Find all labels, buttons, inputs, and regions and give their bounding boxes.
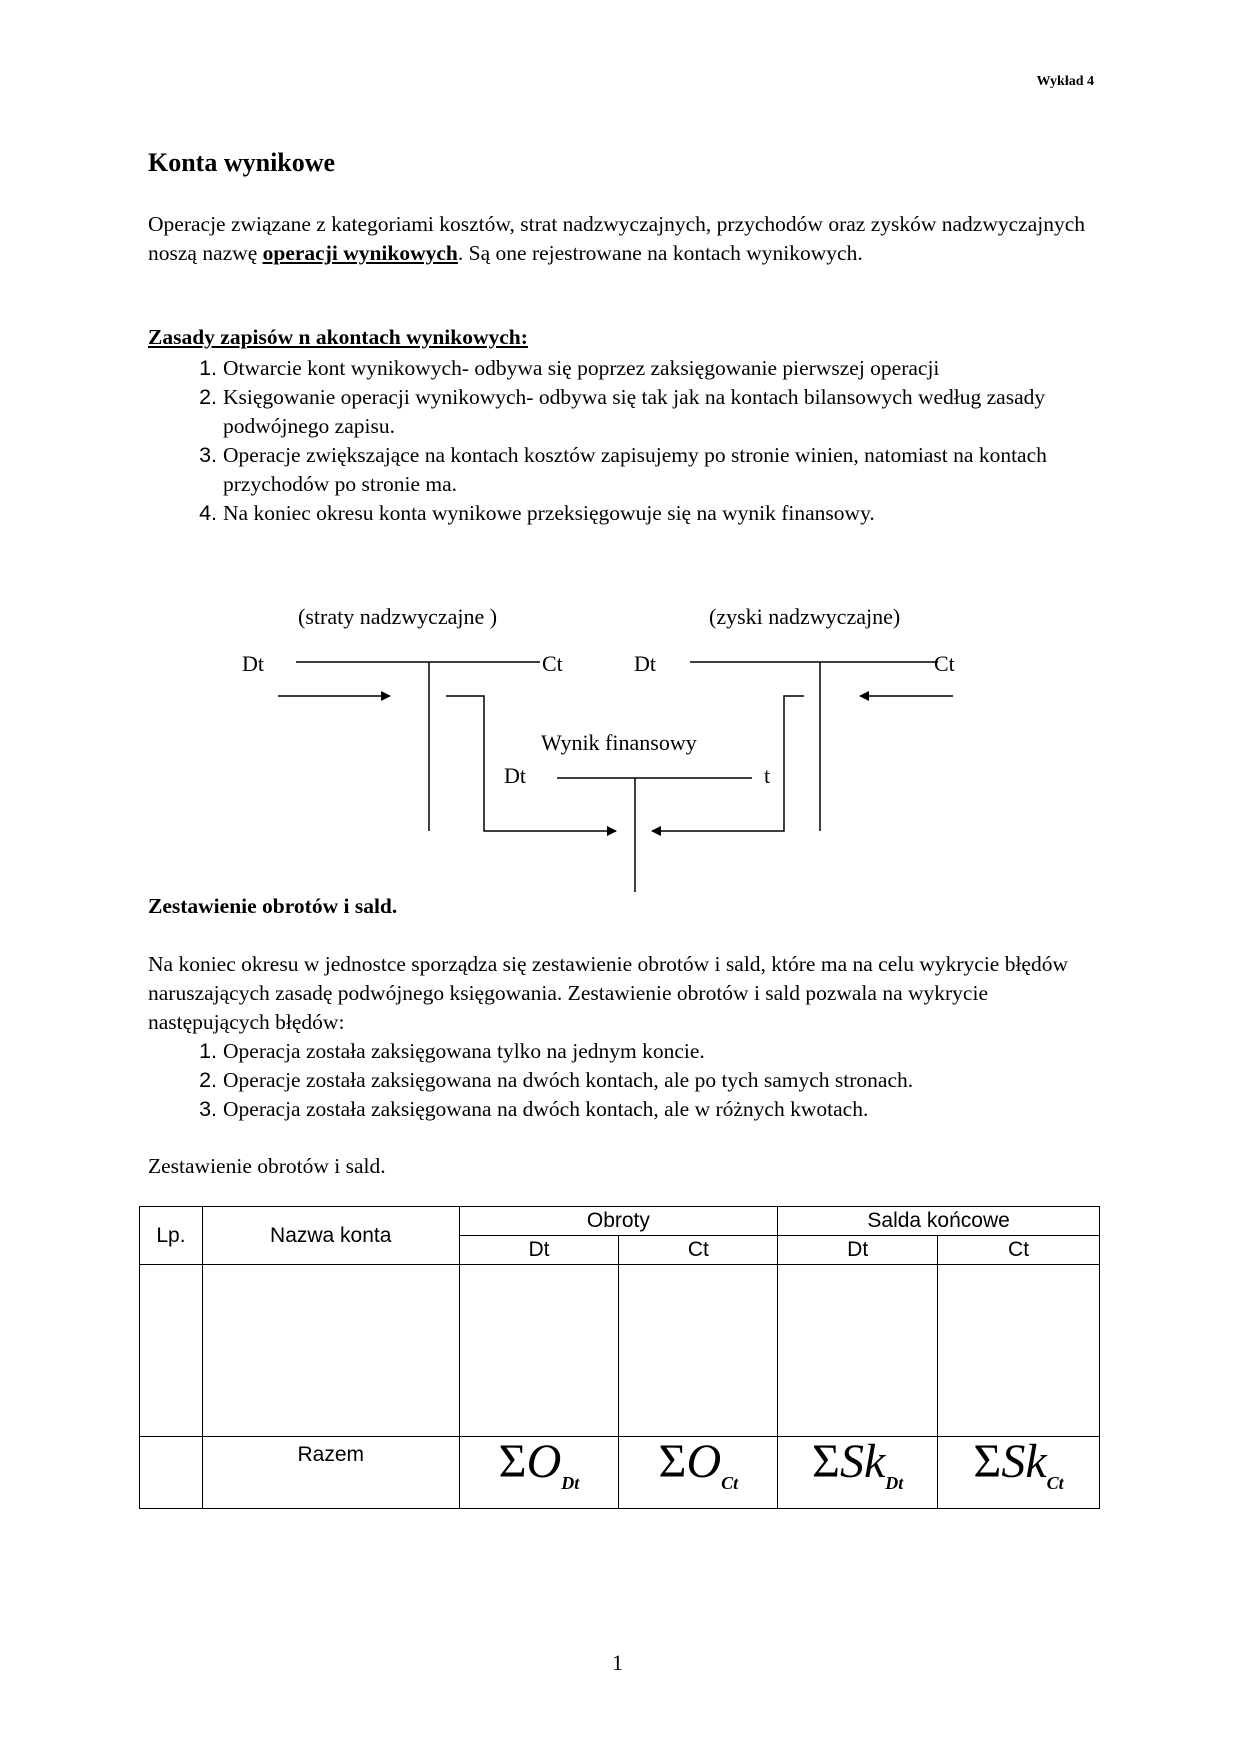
- turnover-balance-table: [139, 1206, 1100, 1509]
- intro-text-2: . Są one rejestrowane na kontach wynikowych.: [457, 241, 863, 265]
- total-turnover-ct: $\Sigma O_{Ct}$: [619, 1437, 778, 1509]
- right-account-label: (zyski nadzwyczajne): [709, 604, 901, 629]
- header-lp: Lp.: [140, 1207, 203, 1265]
- table-cell: [778, 1265, 938, 1437]
- page-number: 1: [612, 1650, 623, 1675]
- table-cell: [619, 1265, 778, 1437]
- table-cell: [140, 1265, 203, 1437]
- result-account-label: Wynik finansowy: [541, 730, 697, 755]
- list-item: 2. Operacje została zaksięgowana na dwóch kontach, ale po tych samych stronach.: [223, 1066, 1123, 1095]
- right-ct-label: Ct: [934, 651, 955, 676]
- result-dt-label: Dt: [504, 763, 526, 788]
- header-balance-ct: Ct: [938, 1236, 1100, 1265]
- page-title: Konta wynikowe: [148, 148, 336, 177]
- total-turnover-dt: $\Sigma O_{Dt}$: [459, 1437, 619, 1509]
- summary-heading: Zestawienie obrotów i sald.: [148, 894, 398, 918]
- header-turnover-dt: Dt: [459, 1236, 619, 1265]
- table-cell: [938, 1265, 1100, 1437]
- total-label: Razem: [202, 1437, 459, 1509]
- list-item: 1. Otwarcie kont wynikowych- odbywa się poprzez zaksięgowanie pierwszej operacji: [223, 354, 1123, 383]
- result-ct-label: t: [764, 763, 771, 788]
- list-item: 2. Księgowanie operacji wynikowych- odbywa się tak jak na kontach bilansowych według zasady podwójnego zapisu.: [223, 383, 1123, 441]
- table-cell: [459, 1265, 619, 1437]
- total-balance-ct: ΣSk$_{Ct}$: [938, 1437, 1100, 1509]
- intro-emphasis: operacji wynikowych: [262, 241, 458, 265]
- errors-list: [148, 1037, 1123, 1124]
- left-dt-label: Dt: [242, 651, 264, 676]
- header-turnover-ct: Ct: [619, 1236, 778, 1265]
- left-account-label: (straty nadzwyczajne ): [298, 604, 498, 629]
- table-cell: [202, 1265, 459, 1437]
- total-row: [140, 1437, 1100, 1509]
- left-ct-label: Ct: [542, 651, 563, 676]
- list-item: 3. Operacja została zaksięgowana na dwóch kontach, ale w różnych kwotach.: [223, 1095, 1123, 1124]
- right-to-result-arrow: [652, 696, 804, 831]
- table-row: [140, 1265, 1100, 1437]
- left-to-result-arrow: [446, 696, 616, 831]
- header-final-balance: Salda końcowe: [778, 1207, 1100, 1236]
- list-item: 1. Operacja została zaksięgowana tylko na jednym koncie.: [223, 1037, 1123, 1066]
- total-balance-dt: ΣSk$_{Dt}$: [778, 1437, 938, 1509]
- header-account-name: Nazwa konta: [202, 1207, 459, 1265]
- table-cell: [140, 1437, 203, 1509]
- table-caption: Zestawienie obrotów i sald.: [148, 1154, 386, 1178]
- header-balance-dt: Dt: [778, 1236, 938, 1265]
- right-dt-label: Dt: [634, 651, 656, 676]
- summary-paragraph: Na koniec okresu w jednostce sporządza się zestawienie obrotów i sald, które ma na celu wykrycie błędów naruszających zasadę podwójnego księgowania. Zestawienie obrotów i sald pozwala na wykrycie następujących błędów:: [148, 952, 1068, 1034]
- list-item: 4. Na koniec okresu konta wynikowe przeksięgowuje się na wynik finansowy.: [223, 499, 1123, 528]
- header-turnover: Obroty: [459, 1207, 778, 1236]
- intro-text-1: Operacje związane z kategoriami kosztów, strat nadzwyczajnych, przychodów oraz zysków nadzwyczajnych noszą nazwę: [148, 212, 1086, 265]
- list-item: 3. Operacje zwiększające na kontach kosztów zapisujemy po stronie winien, natomiast na kontach przychodów po stronie ma.: [223, 441, 1123, 499]
- rules-heading: Zasady zapisów n akontach wynikowych:: [148, 325, 528, 349]
- lecture-header: Wykład 4: [1036, 74, 1094, 89]
